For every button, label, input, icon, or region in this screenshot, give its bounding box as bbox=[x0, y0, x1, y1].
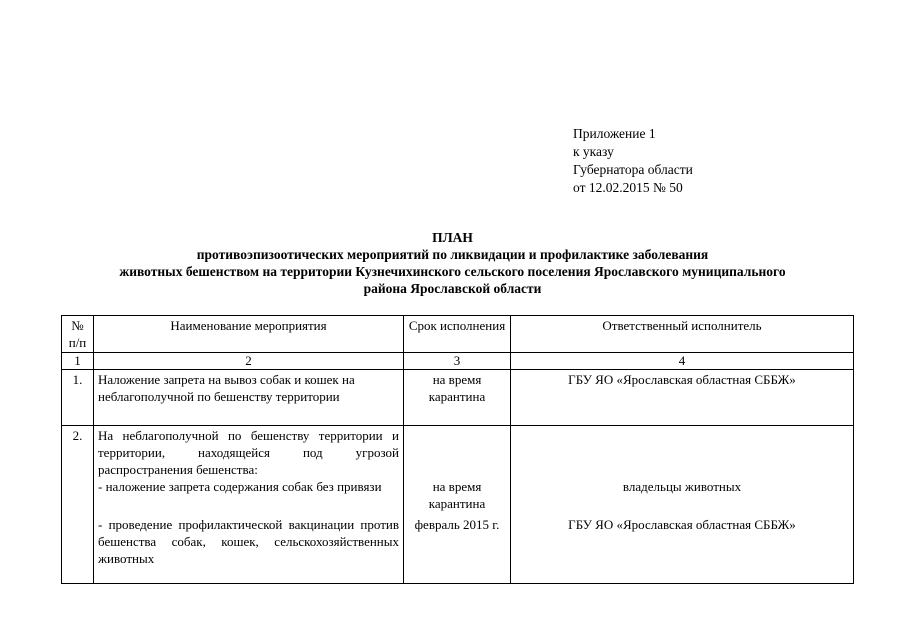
row2-item2-deadline: февраль 2015 г. bbox=[414, 517, 500, 532]
col-number-2: 2 bbox=[94, 353, 404, 370]
row2-name bbox=[94, 426, 404, 584]
row2-item2: - проведение профилактической вакцинации против бешенства собак, кошек, сельскохозяйственных животных bbox=[98, 517, 399, 566]
appendix-line-3: Губернатора области bbox=[573, 162, 693, 177]
appendix-line-1: Приложение 1 bbox=[573, 126, 656, 141]
plan-title-line-2: животных бешенством на территории Кузнечихинского сельского поселения Ярославского муниципального bbox=[119, 264, 786, 279]
appendix-block bbox=[573, 125, 693, 197]
row1-responsible: ГБУ ЯО «Ярославская областная СББЖ» bbox=[511, 370, 854, 426]
row1-name: Наложение запрета на вывоз собак и кошек на неблагополучной по бешенству территории bbox=[94, 370, 404, 426]
plan-title-line-3: района Ярославской области bbox=[363, 281, 542, 296]
row2-item1-responsible: владельцы животных bbox=[622, 479, 742, 494]
header-responsible: Ответственный исполнитель bbox=[511, 316, 854, 353]
plan-title bbox=[40, 229, 865, 297]
row1-deadline: на время карантина bbox=[404, 370, 511, 426]
row2-deadline bbox=[404, 426, 511, 584]
header-name: Наименование мероприятия bbox=[94, 316, 404, 353]
row1-num: 1. bbox=[62, 370, 94, 426]
plan-heading: ПЛАН bbox=[432, 230, 473, 245]
row2-item1: - наложение запрета содержания собак без привязи bbox=[98, 479, 382, 494]
table-header-row bbox=[62, 316, 854, 353]
row2-item1-deadline: на время карантина bbox=[428, 479, 486, 511]
header-num: № п/п bbox=[62, 316, 94, 353]
row2-responsible bbox=[511, 426, 854, 584]
appendix-line-2: к указу bbox=[573, 144, 614, 159]
appendix-line-4: от 12.02.2015 № 50 bbox=[573, 180, 683, 195]
table-row bbox=[62, 370, 854, 426]
col-number-1: 1 bbox=[62, 353, 94, 370]
column-number-row bbox=[62, 353, 854, 370]
header-deadline: Срок исполнения bbox=[404, 316, 511, 353]
plan-table bbox=[61, 315, 854, 584]
plan-title-line-1: противоэпизоотических мероприятий по ликвидации и профилактике заболевания bbox=[196, 247, 709, 262]
row2-item2-responsible: ГБУ ЯО «Ярославская областная СББЖ» bbox=[568, 517, 796, 532]
table-row bbox=[62, 426, 854, 584]
row2-intro: На неблагополучной по бешенству территории и территории, находящейся под угрозой распространения бешенства: bbox=[98, 428, 399, 477]
row2-num: 2. bbox=[62, 426, 94, 584]
col-number-4: 4 bbox=[511, 353, 854, 370]
col-number-3: 3 bbox=[404, 353, 511, 370]
